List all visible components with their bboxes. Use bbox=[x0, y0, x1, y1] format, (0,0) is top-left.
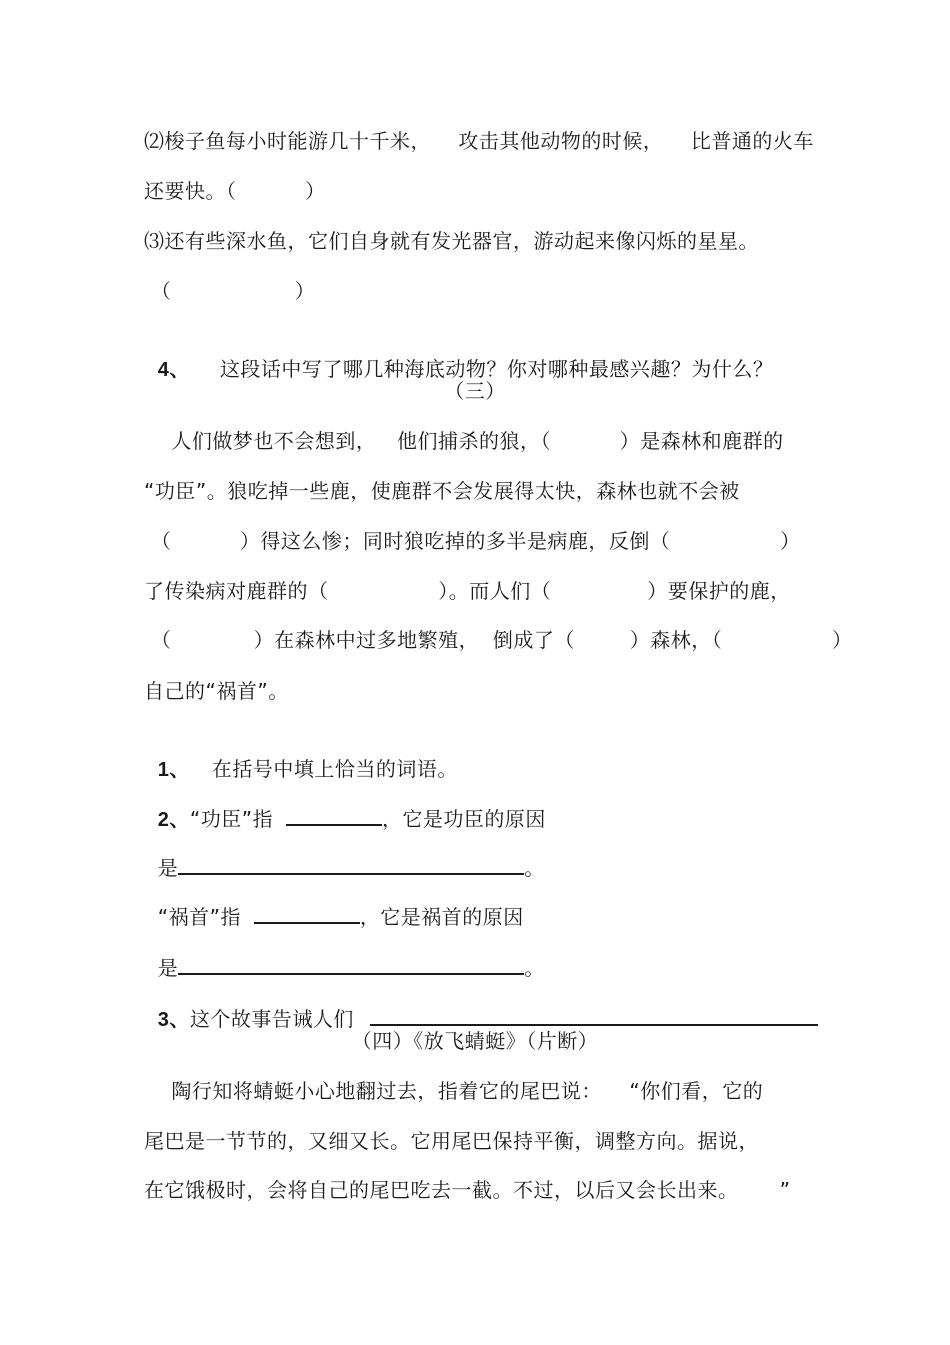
passage-line: 在它饿极时，会将自己的尾巴吃去一截。不过，以后又会长出来。 ” bbox=[144, 1178, 791, 1202]
q3-item3-line1: ⑶还有些深水鱼，它们自身就有发光器官，游动起来像闪烁的星星。 bbox=[144, 229, 759, 253]
answer-blank[interactable] bbox=[178, 955, 524, 975]
q3-item2-line2: 还要快。（ ） bbox=[144, 179, 326, 203]
q3-item2-line1: ⑵梭子鱼每小时能游几十千米， 攻击其他动物的时候， 比普通的火车 bbox=[144, 129, 814, 153]
q2-shi: 是 bbox=[157, 856, 179, 880]
question-number: 3、 bbox=[157, 1009, 190, 1031]
q2-suffix: ，它是祸首的原因 bbox=[359, 905, 524, 929]
answer-blank[interactable] bbox=[178, 855, 524, 875]
passage-line: 自己的“祸首”。 bbox=[144, 679, 289, 703]
passage-line: 陶行知将蜻蜓小心地翻过去，指着它的尾巴说： “你们看，它的 bbox=[144, 1079, 764, 1103]
question-2a bbox=[144, 780, 546, 833]
passage-line: “功臣”。狼吃掉一些鹿，使鹿群不会发展得太快，森林也就不会被 bbox=[144, 479, 740, 503]
passage-line: （ ）在森林中过多地繁殖， 倒成了（ ）森林，（ ） bbox=[144, 628, 853, 652]
q2-prefix: “祸首”指 bbox=[157, 905, 248, 929]
question-text: 在括号中填上恰当的词语。 bbox=[211, 757, 458, 781]
passage-line: （ ）得这么惨；同时狼吃掉的多半是病鹿，反倒（ ） bbox=[144, 529, 801, 553]
question-2a-reason bbox=[144, 829, 545, 881]
section-4-heading: （四）《放飞蜻蜓》（片断） bbox=[351, 1029, 599, 1053]
question-number: 4、 bbox=[157, 359, 190, 381]
answer-blank[interactable] bbox=[286, 806, 382, 826]
q2-prefix: “功臣”指 bbox=[189, 807, 280, 831]
period: 。 bbox=[524, 856, 545, 880]
section-3-heading: （三） bbox=[444, 379, 506, 403]
period: 。 bbox=[524, 956, 545, 980]
passage-line: 了传染病对鹿群的（ ）。而人们（ ）要保护的鹿， bbox=[144, 579, 791, 603]
question-number: 1、 bbox=[157, 759, 190, 781]
answer-blank[interactable] bbox=[254, 904, 360, 924]
question-1 bbox=[144, 730, 458, 783]
question-number: 2、 bbox=[157, 809, 190, 831]
q2-shi: 是 bbox=[157, 956, 179, 980]
question-4 bbox=[144, 330, 773, 383]
question-3 bbox=[144, 980, 818, 1033]
question-text: 这个故事告诫人们 bbox=[189, 1007, 354, 1031]
q3-item3-line2: （ ） bbox=[144, 279, 316, 303]
q2-suffix: ，它是功臣的原因 bbox=[381, 807, 546, 831]
answer-blank[interactable] bbox=[370, 1006, 818, 1026]
question-2b-reason bbox=[144, 929, 545, 981]
question-2b bbox=[144, 878, 524, 930]
passage-line: 人们做梦也不会想到， 他们捕杀的狼，（ ）是森林和鹿群的 bbox=[144, 429, 784, 453]
question-text: 这段话中写了哪几种海底动物？你对哪种最感兴趣？为什么？ bbox=[219, 357, 774, 381]
passage-line: 尾巴是一节节的，又细又长。它用尾巴保持平衡，调整方向。据说， bbox=[144, 1129, 759, 1153]
